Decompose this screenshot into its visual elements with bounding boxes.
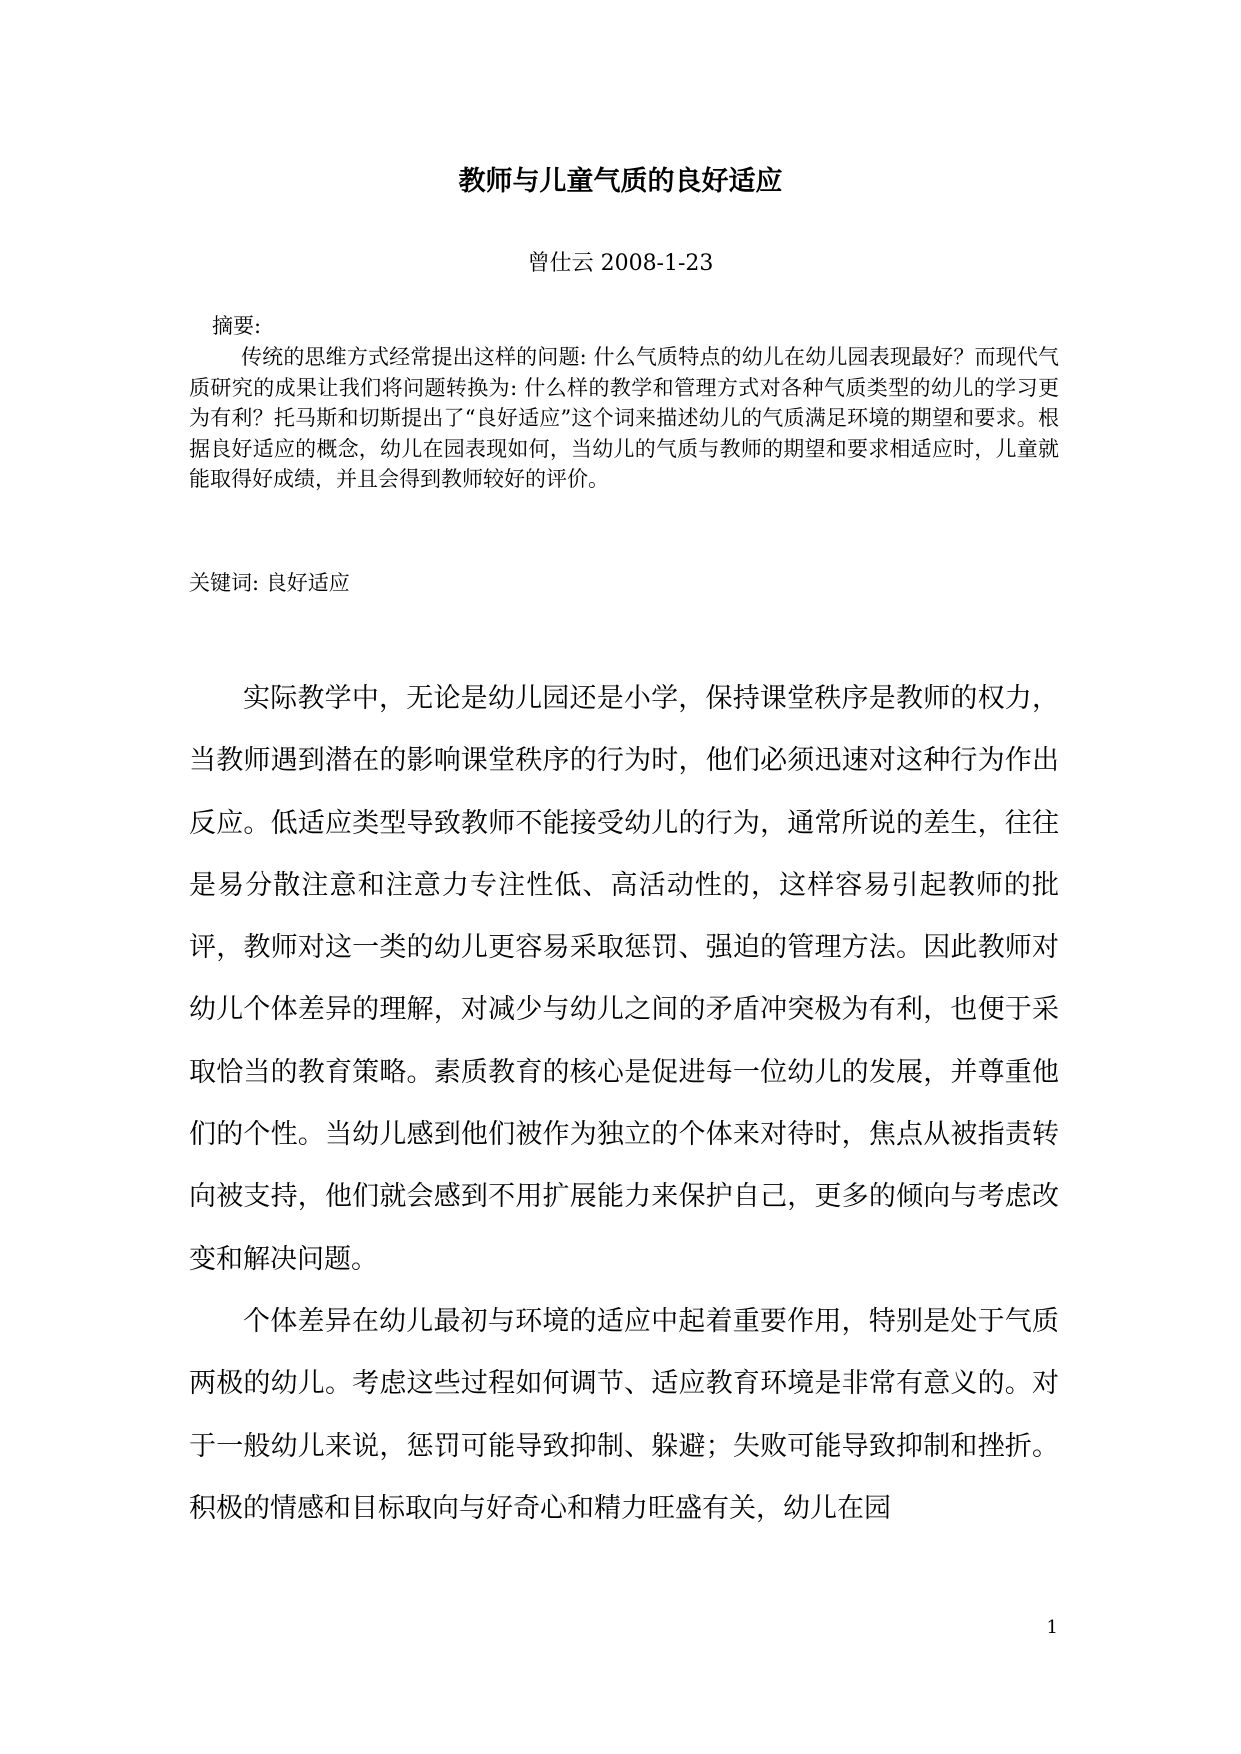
keywords-line: 关键词: 良好适应 xyxy=(189,571,350,595)
document-title: 教师与儿童气质的良好适应 xyxy=(458,166,783,197)
abstract-text: 传统的思维方式经常提出这样的问题: 什么气质特点的幼儿在幼儿园表现最好？而现代气质研究的成果让我们将问题转换为: 什么样的教学和管理方式对各种气质类型的幼儿的学习更为有利？托马斯和切斯提出了“良好适应”这个词来描述幼儿的气质满足环境的期望和要求。根据良好适应的概念，幼儿在园表现如何，当幼儿的气质与教师的期望和要求相适应时，儿童就能取得好成绩，并且会得到教师较好的评价。 xyxy=(189,345,1059,491)
page-number: 1 xyxy=(1046,1617,1058,1638)
abstract-label: 摘要: xyxy=(212,314,262,338)
author-date-line: 曾仕云 2008-1-23 xyxy=(527,251,714,276)
body-paragraph-2: 个体差异在幼儿最初与环境的适应中起着重要作用，特别是处于气质两极的幼儿。考虑这些过程如何调节、适应教育环境是非常有意义的。对于一般幼儿来说，惩罚可能导致抑制、躲避；失败可能导致抑制和挫折。积极的情感和目标取向与好奇心和精力旺盛有关，幼儿在园 xyxy=(189,1305,1059,1524)
body-paragraph-1: 实际教学中，无论是幼儿园还是小学，保持课堂秩序是教师的权力，当教师遇到潜在的影响课堂秩序的行为时，他们必须迅速对这种行为作出反应。低适应类型导致教师不能接受幼儿的行为，通常所说的差生，往往是易分散注意和注意力专注性低、高活动性的，这样容易引起教师的批评，教师对这一类的幼儿更容易采取惩罚、强迫的管理方法。因此教师对幼儿个体差异的理解，对减少与幼儿之间的矛盾冲突极为有利，也便于采取恰当的教育策略。素质教育的核心是促进每一位幼儿的发展，并尊重他们的个性。当幼儿感到他们被作为独立的个体来对待时，焦点从被指责转向被支持，他们就会感到不用扩展能力来保护自己，更多的倾向与考虑改变和解决问题。 xyxy=(189,683,1059,1275)
body-text xyxy=(189,668,1059,1540)
